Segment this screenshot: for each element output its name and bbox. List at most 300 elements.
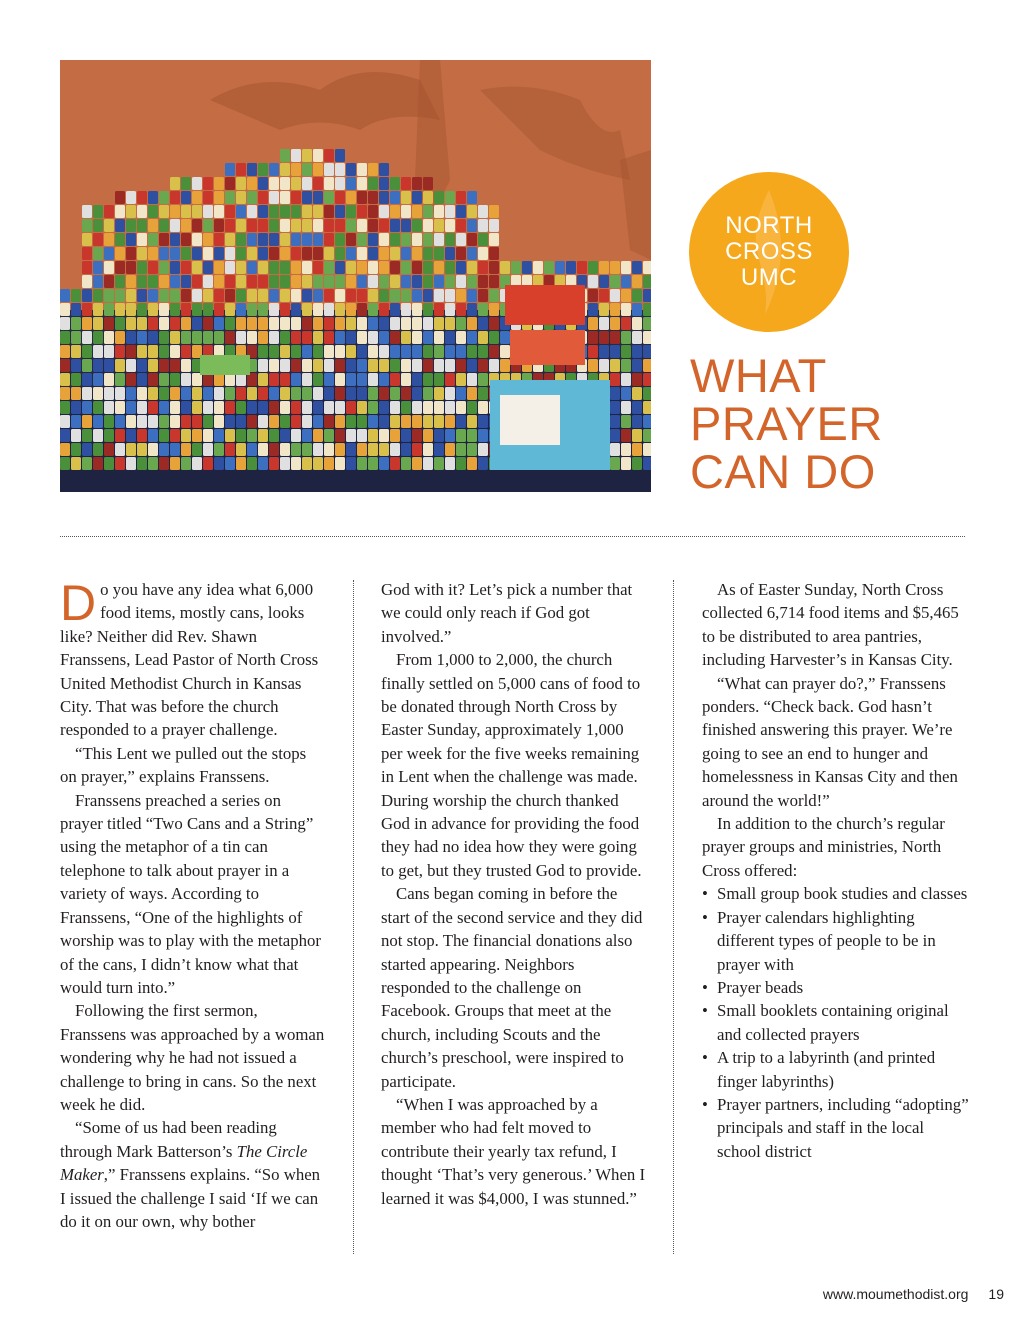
- can-shape: [313, 415, 323, 428]
- can-shape: [137, 443, 147, 456]
- can-shape: [181, 261, 191, 274]
- can-shape: [203, 387, 213, 400]
- can-shape: [192, 401, 202, 414]
- can-shape: [247, 191, 257, 204]
- can-shape: [324, 345, 334, 358]
- can-shape: [302, 289, 312, 302]
- can-shape: [456, 289, 466, 302]
- can-shape: [368, 415, 378, 428]
- can-shape: [280, 345, 290, 358]
- can-shape: [423, 457, 433, 470]
- can-shape: [236, 303, 246, 316]
- can-shape: [225, 387, 235, 400]
- can-shape: [456, 219, 466, 232]
- can-shape: [412, 303, 422, 316]
- can-shape: [71, 401, 81, 414]
- can-shape: [401, 247, 411, 260]
- can-shape: [489, 205, 499, 218]
- can-shape: [357, 443, 367, 456]
- can-shape: [357, 247, 367, 260]
- headline-line-3: CAN DO: [690, 445, 876, 498]
- can-shape: [71, 345, 81, 358]
- can-shape: [203, 219, 213, 232]
- can-shape: [115, 289, 125, 302]
- can-shape: [192, 289, 202, 302]
- can-shape: [632, 359, 642, 372]
- can-shape: [247, 303, 257, 316]
- can-shape: [335, 163, 345, 176]
- can-shape: [335, 261, 345, 274]
- can-shape: [181, 233, 191, 246]
- section-divider: [60, 536, 965, 537]
- can-shape: [137, 303, 147, 316]
- column-divider: [353, 580, 354, 1254]
- can-shape: [434, 247, 444, 260]
- book-title: The Circle Maker: [60, 1141, 308, 1185]
- can-shape: [104, 331, 114, 344]
- can-shape: [445, 401, 455, 414]
- can-shape: [423, 233, 433, 246]
- can-shape: [621, 457, 631, 470]
- can-shape: [368, 345, 378, 358]
- can-shape: [236, 331, 246, 344]
- can-shape: [115, 191, 125, 204]
- can-shape: [445, 359, 455, 372]
- can-shape: [225, 261, 235, 274]
- can-shape: [236, 429, 246, 442]
- can-shape: [335, 331, 345, 344]
- can-shape: [170, 373, 180, 386]
- can-shape: [445, 247, 455, 260]
- can-shape: [335, 443, 345, 456]
- can-shape: [159, 331, 169, 344]
- can-shape: [104, 443, 114, 456]
- can-shape: [335, 275, 345, 288]
- can-shape: [478, 401, 488, 414]
- can-shape: [203, 331, 213, 344]
- can-shape: [335, 457, 345, 470]
- can-shape: [159, 317, 169, 330]
- paragraph: Cans began coming in before the start of the second service and they did not stop. The financial donations also started appearing. Neighbors responded to the challenge on Facebook. Groups that meet at the church, including Scouts and the church’s preschool, were inspired to participate.: [381, 884, 643, 1091]
- can-shape: [247, 415, 257, 428]
- can-shape: [434, 289, 444, 302]
- can-shape: [467, 303, 477, 316]
- can-shape: [203, 247, 213, 260]
- can-shape: [478, 233, 488, 246]
- can-shape: [412, 233, 422, 246]
- can-shape: [280, 373, 290, 386]
- can-shape: [302, 429, 312, 442]
- can-shape: [346, 275, 356, 288]
- can-shape: [302, 233, 312, 246]
- can-shape: [258, 275, 268, 288]
- can-shape: [379, 191, 389, 204]
- can-shape: [126, 247, 136, 260]
- church-badge: [689, 172, 849, 332]
- can-shape: [225, 205, 235, 218]
- can-shape: [214, 191, 224, 204]
- can-shape: [258, 219, 268, 232]
- can-shape: [302, 331, 312, 344]
- can-shape: [280, 149, 290, 162]
- can-shape: [324, 387, 334, 400]
- can-shape: [93, 247, 103, 260]
- can-shape: [379, 177, 389, 190]
- can-shape: [434, 219, 444, 232]
- can-shape: [258, 289, 268, 302]
- can-shape: [225, 331, 235, 344]
- can-shape: [434, 275, 444, 288]
- can-shape: [445, 387, 455, 400]
- can-shape: [302, 247, 312, 260]
- can-shape: [599, 345, 609, 358]
- can-shape: [621, 429, 631, 442]
- can-shape: [368, 275, 378, 288]
- can-shape: [335, 387, 345, 400]
- can-shape: [137, 261, 147, 274]
- can-shape: [236, 191, 246, 204]
- can-shape: [346, 233, 356, 246]
- can-shape: [423, 415, 433, 428]
- can-shape: [269, 205, 279, 218]
- can-shape: [302, 443, 312, 456]
- can-shape: [423, 177, 433, 190]
- can-shape: [291, 247, 301, 260]
- can-shape: [467, 275, 477, 288]
- can-shape: [357, 275, 367, 288]
- can-shape: [170, 401, 180, 414]
- can-shape: [159, 191, 169, 204]
- can-shape: [379, 415, 389, 428]
- can-shape: [258, 205, 268, 218]
- can-shape: [412, 401, 422, 414]
- can-shape: [390, 443, 400, 456]
- can-shape: [280, 191, 290, 204]
- can-shape: [269, 359, 279, 372]
- can-shape: [137, 219, 147, 232]
- can-shape: [291, 373, 301, 386]
- can-shape: [247, 317, 257, 330]
- can-shape: [291, 457, 301, 470]
- can-shape: [236, 457, 246, 470]
- can-shape: [302, 359, 312, 372]
- can-shape: [247, 205, 257, 218]
- can-shape: [357, 289, 367, 302]
- can-shape: [104, 345, 114, 358]
- can-shape: [159, 261, 169, 274]
- article-column-2: [381, 578, 646, 1210]
- can-shape: [324, 303, 334, 316]
- can-shape: [445, 415, 455, 428]
- can-shape: [291, 387, 301, 400]
- can-shape: [236, 443, 246, 456]
- can-shape: [401, 331, 411, 344]
- can-shape: [148, 261, 158, 274]
- can-shape: [412, 387, 422, 400]
- can-shape: [170, 317, 180, 330]
- badge-line-1: NORTH: [725, 212, 813, 239]
- can-shape: [280, 303, 290, 316]
- can-shape: [324, 191, 334, 204]
- can-shape: [489, 289, 499, 302]
- can-shape: [489, 359, 499, 372]
- can-shape: [632, 331, 642, 344]
- can-shape: [236, 205, 246, 218]
- can-shape: [599, 275, 609, 288]
- can-shape: [93, 443, 103, 456]
- can-shape: [258, 429, 268, 442]
- can-shape: [599, 289, 609, 302]
- can-shape: [137, 373, 147, 386]
- can-shape: [324, 149, 334, 162]
- can-shape: [214, 247, 224, 260]
- can-shape: [335, 373, 345, 386]
- can-shape: [577, 261, 587, 274]
- can-shape: [313, 373, 323, 386]
- can-shape: [181, 387, 191, 400]
- can-shape: [93, 457, 103, 470]
- can-shape: [478, 275, 488, 288]
- can-shape: [390, 219, 400, 232]
- can-shape: [148, 331, 158, 344]
- can-shape: [159, 429, 169, 442]
- can-shape: [456, 191, 466, 204]
- can-shape: [588, 303, 598, 316]
- can-shape: [82, 289, 92, 302]
- can-shape: [478, 219, 488, 232]
- can-shape: [390, 275, 400, 288]
- can-shape: [632, 457, 642, 470]
- can-shape: [93, 345, 103, 358]
- can-shape: [489, 331, 499, 344]
- headline-line-2: PRAYER: [690, 397, 883, 450]
- can-shape: [621, 317, 631, 330]
- paragraph: “When I was approached by a member who had felt moved to contribute their yearly tax refund, I thought ‘That’s very generous.’ When I learned it was $4,000, I was stunned.”: [381, 1094, 646, 1208]
- can-shape: [280, 415, 290, 428]
- can-shape: [632, 345, 642, 358]
- can-shape: [280, 359, 290, 372]
- can-shape: [313, 163, 323, 176]
- can-shape: [456, 317, 466, 330]
- can-shape: [357, 359, 367, 372]
- can-shape: [632, 289, 642, 302]
- can-shape: [280, 317, 290, 330]
- can-shape: [445, 261, 455, 274]
- can-shape: [621, 303, 631, 316]
- list-item: • Prayer beads: [702, 976, 970, 999]
- can-shape: [368, 233, 378, 246]
- can-shape: [423, 261, 433, 274]
- can-shape: [632, 401, 642, 414]
- can-shape: [258, 317, 268, 330]
- can-shape: [60, 331, 70, 344]
- list-item: • Prayer calendars highlighting different types of people to be in prayer with: [702, 906, 970, 976]
- can-shape: [115, 261, 125, 274]
- can-shape: [632, 373, 642, 386]
- can-shape: [401, 359, 411, 372]
- can-shape: [203, 233, 213, 246]
- can-shape: [313, 331, 323, 344]
- can-shape: [181, 373, 191, 386]
- can-shape: [302, 205, 312, 218]
- can-shape: [225, 163, 235, 176]
- can-shape: [357, 191, 367, 204]
- can-shape: [269, 191, 279, 204]
- can-shape: [368, 317, 378, 330]
- can-shape: [456, 359, 466, 372]
- can-shape: [423, 373, 433, 386]
- can-shape: [456, 331, 466, 344]
- can-shape: [357, 233, 367, 246]
- can-shape: [137, 331, 147, 344]
- can-shape: [478, 261, 488, 274]
- can-shape: [368, 387, 378, 400]
- can-shape: [346, 373, 356, 386]
- can-shape: [115, 219, 125, 232]
- can-shape: [390, 373, 400, 386]
- can-shape: [335, 415, 345, 428]
- can-shape: [302, 345, 312, 358]
- can-shape: [500, 331, 510, 344]
- can-shape: [632, 317, 642, 330]
- drop-cap: D: [60, 575, 97, 631]
- can-shape: [643, 303, 651, 316]
- can-shape: [148, 191, 158, 204]
- can-shape: [467, 233, 477, 246]
- can-shape: [445, 317, 455, 330]
- can-shape: [412, 205, 422, 218]
- can-shape: [401, 205, 411, 218]
- can-shape: [71, 359, 81, 372]
- can-shape: [170, 219, 180, 232]
- can-shape: [115, 303, 125, 316]
- can-shape: [236, 247, 246, 260]
- can-shape: [236, 387, 246, 400]
- can-shape: [632, 303, 642, 316]
- can-shape: [258, 331, 268, 344]
- can-shape: [599, 359, 609, 372]
- can-shape: [203, 457, 213, 470]
- can-shape: [313, 345, 323, 358]
- can-shape: [258, 233, 268, 246]
- can-shape: [621, 401, 631, 414]
- can-shape: [192, 177, 202, 190]
- can-shape: [159, 443, 169, 456]
- can-shape: [643, 275, 651, 288]
- can-shape: [269, 177, 279, 190]
- can-shape: [610, 261, 620, 274]
- can-shape: [368, 373, 378, 386]
- can-shape: [148, 415, 158, 428]
- can-shape: [280, 177, 290, 190]
- can-shape: [104, 387, 114, 400]
- can-shape: [280, 219, 290, 232]
- can-shape: [93, 303, 103, 316]
- can-shape: [137, 387, 147, 400]
- can-shape: [247, 331, 257, 344]
- can-shape: [126, 429, 136, 442]
- can-shape: [489, 303, 499, 316]
- can-shape: [192, 191, 202, 204]
- can-shape: [434, 205, 444, 218]
- can-shape: [214, 233, 224, 246]
- can-shape: [104, 261, 114, 274]
- can-shape: [181, 191, 191, 204]
- can-shape: [467, 247, 477, 260]
- can-shape: [368, 247, 378, 260]
- can-shape: [313, 191, 323, 204]
- can-shape: [104, 303, 114, 316]
- can-shape: [357, 261, 367, 274]
- can-shape: [258, 261, 268, 274]
- can-shape: [82, 443, 92, 456]
- can-shape: [324, 359, 334, 372]
- can-shape: [445, 219, 455, 232]
- can-shape: [401, 401, 411, 414]
- can-shape: [126, 275, 136, 288]
- can-shape: [335, 191, 345, 204]
- can-shape: [82, 401, 92, 414]
- can-shape: [181, 359, 191, 372]
- can-shape: [445, 275, 455, 288]
- can-shape: [225, 457, 235, 470]
- can-shape: [478, 415, 488, 428]
- food-drive-photo: [60, 60, 651, 492]
- can-shape: [346, 261, 356, 274]
- can-shape: [104, 317, 114, 330]
- can-shape: [148, 317, 158, 330]
- can-shape: [258, 177, 268, 190]
- can-shape: [203, 205, 213, 218]
- can-shape: [170, 205, 180, 218]
- can-shape: [225, 191, 235, 204]
- can-shape: [159, 457, 169, 470]
- can-shape: [126, 289, 136, 302]
- can-shape: [401, 303, 411, 316]
- can-shape: [401, 261, 411, 274]
- can-shape: [291, 331, 301, 344]
- can-shape: [423, 345, 433, 358]
- can-shape: [214, 443, 224, 456]
- can-shape: [214, 331, 224, 344]
- can-shape: [346, 303, 356, 316]
- can-shape: [368, 177, 378, 190]
- can-shape: [104, 205, 114, 218]
- can-shape: [247, 233, 257, 246]
- can-shape: [500, 261, 510, 274]
- can-shape: [148, 387, 158, 400]
- can-shape: [643, 317, 651, 330]
- can-shape: [93, 275, 103, 288]
- can-shape: [170, 177, 180, 190]
- can-shape: [324, 331, 334, 344]
- can-shape: [445, 191, 455, 204]
- can-shape: [379, 247, 389, 260]
- can-shape: [423, 359, 433, 372]
- can-shape: [324, 233, 334, 246]
- can-shape: [423, 443, 433, 456]
- can-shape: [478, 205, 488, 218]
- can-shape: [148, 443, 158, 456]
- can-shape: [599, 317, 609, 330]
- can-shape: [159, 415, 169, 428]
- can-shape: [137, 457, 147, 470]
- can-shape: [390, 345, 400, 358]
- paragraph: [60, 575, 325, 742]
- can-shape: [335, 345, 345, 358]
- can-shape: [643, 373, 651, 386]
- can-shape: [313, 359, 323, 372]
